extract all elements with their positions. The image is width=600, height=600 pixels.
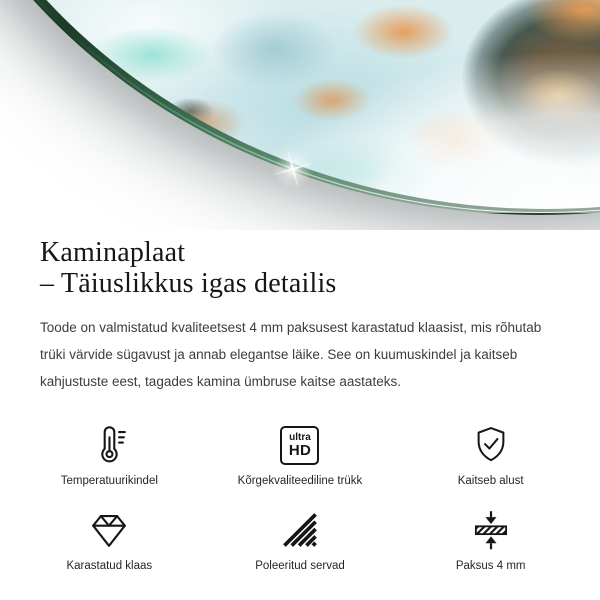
thermometer-icon [86, 420, 132, 470]
feature-temperature-resistant [14, 420, 205, 487]
ultra-hd-icon [280, 420, 319, 470]
product-hero-image [0, 0, 600, 230]
page-title [40, 237, 560, 299]
feature-label: Paksus 4 mm [455, 560, 526, 572]
page-title-line2: – Täiuslikkus igas detailis [40, 268, 337, 299]
feature-label: Kaitseb alust [457, 475, 524, 487]
page-title-line1: Kaminaplaat [40, 237, 186, 268]
diamond-icon [86, 505, 132, 555]
ultra-hd-badge-bottom: HD [288, 441, 312, 459]
shield-check-icon [469, 420, 513, 470]
features-grid [14, 420, 586, 572]
feature-label: Kõrgekvaliteediline trükk [237, 475, 363, 487]
thickness-icon [469, 505, 513, 555]
feature-tempered-glass [14, 505, 205, 572]
feature-high-quality-print [205, 420, 396, 487]
feature-polished-edges [205, 505, 396, 572]
feature-label: Poleeritud servad [255, 560, 345, 572]
polished-edges-icon [278, 505, 322, 555]
feature-label: Temperatuurikindel [60, 475, 158, 487]
ultra-hd-badge [280, 426, 319, 465]
product-description: Toode on valmistatud kvaliteetsest 4 mm paksusest karastatud klaasist, mis rõhutab trüki värvide sügavust ja annab elegantse läike. See on kuumuskindel ja kaitseb kahjustuste eest, tagades kamina ümbruse kaitse aastateks. [40, 320, 542, 389]
product-content [0, 237, 600, 572]
feature-protects-base [395, 420, 586, 487]
feature-label: Karastatud klaas [66, 560, 153, 572]
feature-thickness [395, 505, 586, 572]
ultra-hd-badge-top: ultra [289, 431, 311, 443]
